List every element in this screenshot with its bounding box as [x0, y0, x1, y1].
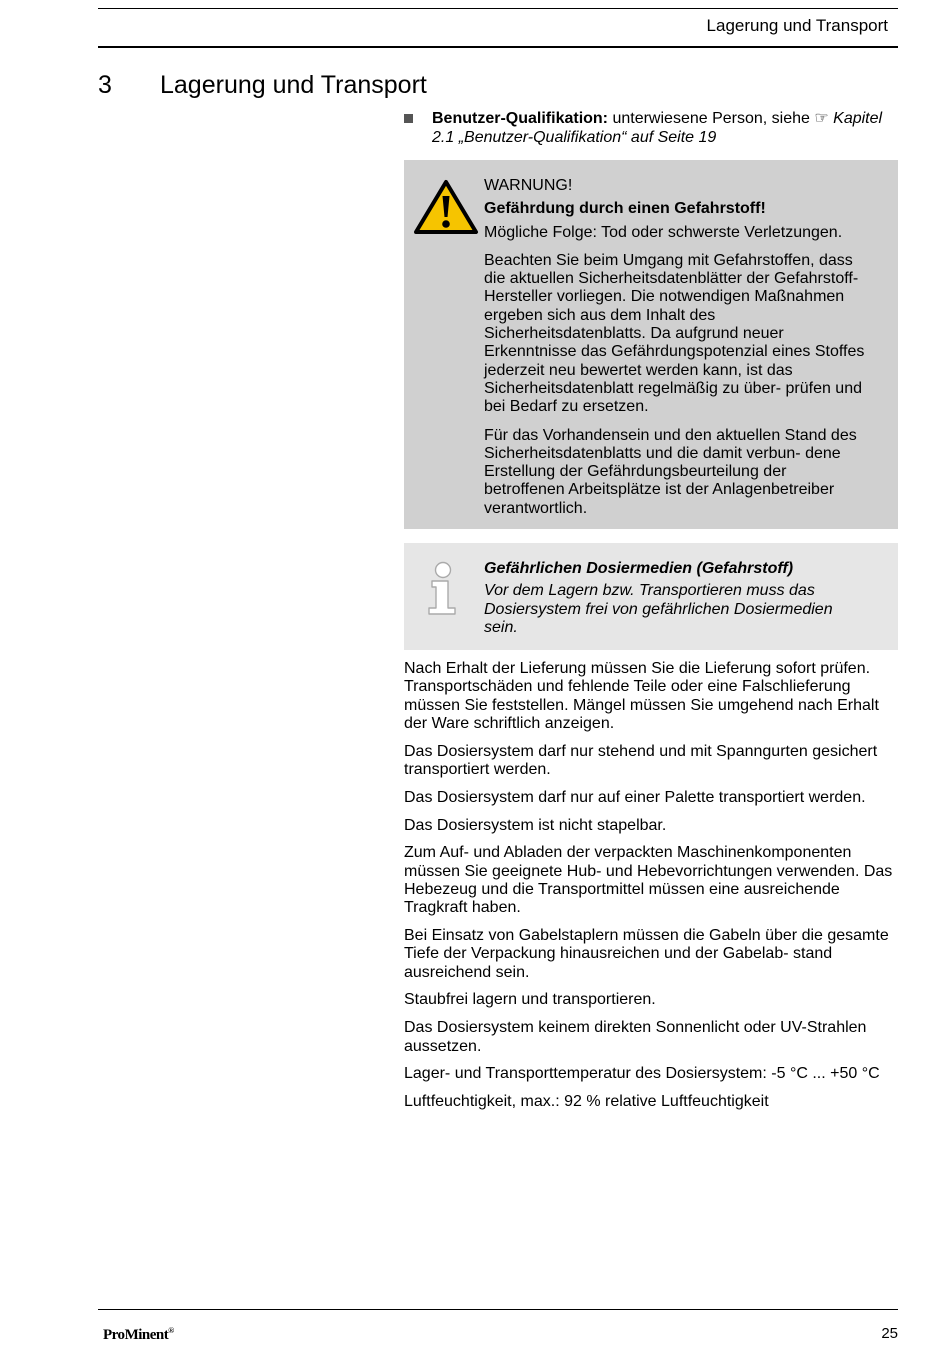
body-paragraph: Staubfrei lagern und transportieren. — [404, 991, 656, 1009]
qualification-text: unterwiesene Person, siehe — [608, 110, 815, 127]
square-bullet-icon — [404, 114, 413, 123]
page-number: 25 — [881, 1325, 898, 1342]
user-qualification — [404, 109, 898, 147]
warning-signal-word: WARNUNG! — [484, 177, 573, 194]
hand-pointer-icon: ☞ — [814, 110, 829, 127]
body-paragraph: Das Dosiersystem ist nicht stapelbar. — [404, 816, 667, 834]
body-paragraph: Nach Erhalt der Lieferung müssen Sie die Lieferung sofort prüfen. Transportschäden und fehlende Teile oder eine Falschlieferung müssen Sie feststellen. Mängel müssen Sie umgehend nach Erhalt der Ware schriftlich anzeigen. — [404, 660, 879, 732]
body-paragraph: Bei Einsatz von Gabelstaplern müssen die Gabeln über die gesamte Tiefe der Verpackung hinausreichen und der Gabelab- stand ausreichend sein. — [404, 927, 889, 981]
warning-consequence: Mögliche Folge: Tod oder schwerste Verletzungen. — [484, 223, 843, 241]
header-title: Lagerung und Transport — [706, 16, 888, 35]
chapter-title: Lagerung und Transport — [160, 71, 427, 99]
info-box — [404, 543, 898, 650]
qualification-label: Benutzer-Qualifikation: — [432, 110, 609, 127]
warning-triangle-icon — [413, 179, 479, 235]
body-paragraph: Zum Auf- und Abladen der verpackten Maschinenkomponenten müssen Sie geeignete Hub- und Hebevorrichtungen verwenden. Das Hebezeug und die Transportmittel müssen eine ausreichende Tragkraft haben. — [404, 844, 893, 917]
header-rule-top — [98, 8, 898, 9]
chapter-number: 3 — [98, 71, 112, 99]
body-text — [404, 660, 898, 1121]
warning-paragraph-1: Beachten Sie beim Umgang mit Gefahrstoffen, dass die aktuellen Sicherheitsdatenblätter der Gefahrstoff-Hersteller vorliegen. Die notwendigen Maßnahmen ergeben sich aus dem Inhalt des Sicherheitsdatenblatts. Da aufgrund neuer Erkenntnisse das Gefährdungspotenzial eines Stoffes jederzeit neu bewertet werden kann, ist das Sicherheitsdatenblatt regelmäßig zu über- prüfen und bei Bedarf zu ersetzen. — [484, 251, 865, 416]
body-paragraph: Das Dosiersystem darf nur auf einer Palette transportiert werden. — [404, 788, 866, 806]
body-paragraph: Das Dosiersystem keinem direkten Sonnenlicht oder UV-Strahlen aussetzen. — [404, 1019, 867, 1055]
info-title: Gefährlichen Dosiermedien (Gefahrstoff) — [484, 560, 794, 577]
warning-paragraph-2: Für das Vorhandensein und den aktuellen Stand des Sicherheitsdatenblatts und die damit verbun- dene Erstellung der Gefährdungsbeurteilung der betroffenen Arbeitsplätze ist der Anlagenbetreiber verantwortlich. — [484, 426, 857, 517]
body-paragraph: Lager- und Transporttemperatur des Dosiersystem: -5 °C ... +50 °C — [404, 1065, 880, 1083]
warning-headline: Gefährdung durch einen Gefahrstoff! — [484, 200, 766, 218]
info-text: Vor dem Lagern bzw. Transportieren muss das Dosiersystem frei von gefährlichen Dosiermedien sein. — [484, 582, 833, 636]
info-icon — [426, 561, 460, 617]
qualification-link[interactable]: Kapitel 2.1 „Benutzer-Qualifikation“ auf Seite 19 — [432, 110, 883, 146]
footer-rule — [98, 1309, 898, 1310]
body-paragraph: Das Dosiersystem darf nur stehend und mit Spanngurten gesichert transportiert werden. — [404, 742, 878, 778]
header-rule-bottom — [98, 46, 898, 48]
warning-box — [404, 160, 898, 529]
body-paragraph: Luftfeuchtigkeit, max.: 92 % relative Luftfeuchtigkeit — [404, 1093, 769, 1111]
company-logo: ProMinent® — [103, 1326, 174, 1343]
